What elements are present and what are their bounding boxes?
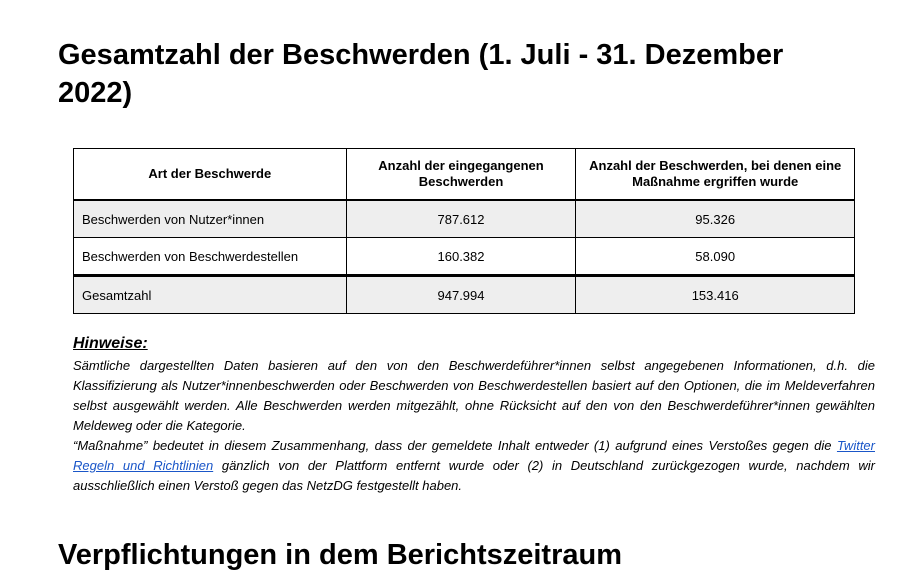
table-header-row bbox=[74, 149, 855, 201]
header-action-count: Anzahl der Beschwerden, bei denen eine Maßnahme ergriffen wurde bbox=[576, 149, 855, 201]
row-label: Beschwerden von Beschwerdestellen bbox=[74, 238, 347, 276]
notes-title: Hinweise: bbox=[73, 335, 148, 352]
notes-section bbox=[73, 334, 875, 496]
header-received-count: Anzahl der eingegangenen Beschwerden bbox=[346, 149, 576, 201]
notes-paragraph-measure bbox=[73, 436, 875, 496]
section-heading: Verpflichtungen in dem Berichtszeitraum bbox=[58, 539, 622, 571]
notes-text: gänzlich von der Plattform entfernt wurde oder (2) in Deutschland zurückgezogen wurde, nachdem wir ausschließlich einen Verstoß gegen das NetzDG festgestellt haben. bbox=[73, 458, 875, 493]
notes-paragraph: Sämtliche dargestellten Daten basieren auf den von den Beschwerdeführer*innen selbst angegebenen Informationen, d.h. die Klassifizierung als Nutzer*innenbeschwerden oder Beschwerden von Beschwerdestellen basiert auf den Optionen, die im Meldeverfahren selbst ausgewählt werden. Alle Beschwerden werden mitgezählt, ohne Rücksicht auf den von den Beschwerdeführer*innen gewählten Meldeweg oder die Kategorie. bbox=[73, 358, 875, 433]
table-total-row bbox=[74, 276, 855, 314]
table-row bbox=[74, 200, 855, 238]
row-label: Beschwerden von Nutzer*innen bbox=[74, 200, 347, 238]
received-value: 787.612 bbox=[346, 200, 576, 238]
action-value: 58.090 bbox=[576, 238, 855, 276]
action-value: 95.326 bbox=[576, 200, 855, 238]
complaints-table bbox=[73, 148, 855, 314]
header-complaint-type: Art der Beschwerde bbox=[74, 149, 347, 201]
twitter-rules-link[interactable]: Twitter Regeln und Richtlinien bbox=[73, 438, 875, 473]
action-value: 153.416 bbox=[576, 276, 855, 314]
table-row bbox=[74, 238, 855, 276]
received-value: 160.382 bbox=[346, 238, 576, 276]
page-title: Gesamtzahl der Beschwerden (1. Juli - 31. Dezember 2022) bbox=[58, 39, 784, 109]
row-label: Gesamtzahl bbox=[74, 276, 347, 314]
received-value: 947.994 bbox=[346, 276, 576, 314]
notes-text: “Maßnahme” bedeutet in diesem Zusammenhang, dass der gemeldete Inhalt entweder (1) aufgrund eines Verstoßes gegen die bbox=[73, 438, 837, 453]
